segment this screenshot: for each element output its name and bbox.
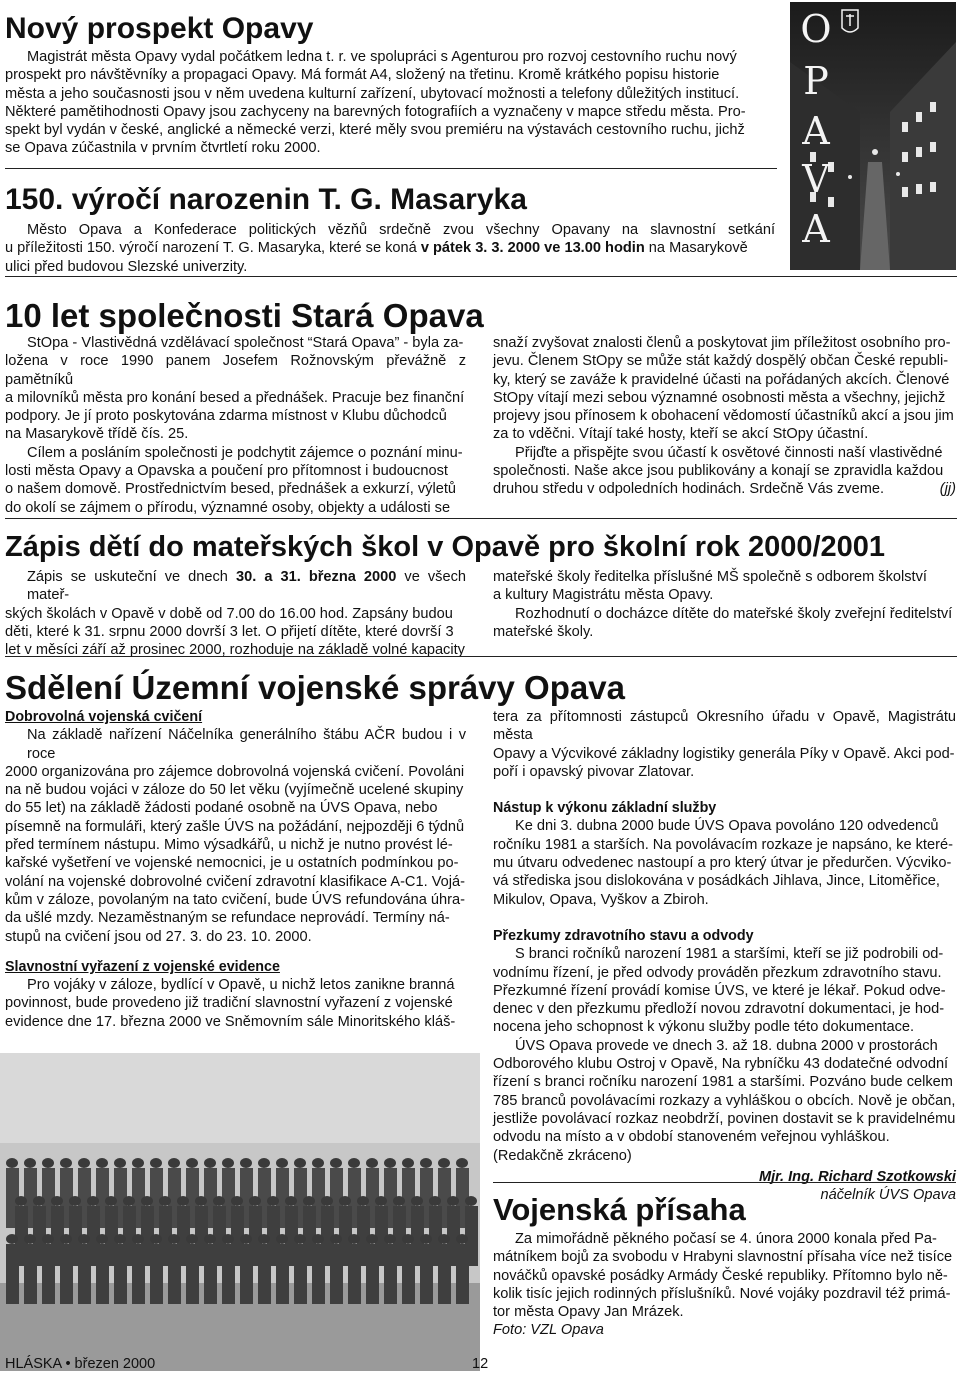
soldier-figure — [285, 1196, 297, 1206]
soldier-figure — [339, 1196, 351, 1206]
logo-letter: V — [802, 157, 830, 201]
soldier-figure — [150, 1244, 163, 1304]
text-line: da ušlé mzdy. Nezaměstnaným se refundace neprovádí. Termíny ná- — [5, 910, 450, 927]
text-line: mátníkem bojů za svobodu v Hrabyni slavnostní přísaha více než tisíce — [493, 1249, 953, 1266]
article-body-prisaha — [493, 1230, 956, 1340]
text-line: snaží zvyšovat znalosti členů a poskytovat jim příležitost osobního pro- — [493, 335, 951, 351]
soldier-figure — [429, 1196, 441, 1206]
soldier-figure — [69, 1196, 81, 1206]
text-line: ky, který se zaváže k pravidelné účasti na pořádaných akcích. Členové — [493, 371, 950, 388]
soldier-figure — [87, 1196, 99, 1206]
text-line: Magistrát města Opavy vydal počátkem ledna t. r. ve spolupráci s Agenturou pro rozvoj cestovního ruchu nový — [27, 49, 737, 65]
text-line: S branci ročníků narození 1981 a staršími, kteří se již podrobili od- — [515, 946, 944, 963]
soldier-figure — [294, 1158, 306, 1168]
soldier-figure — [195, 1196, 207, 1206]
soldier-figure — [366, 1158, 378, 1168]
soldier-figure — [213, 1196, 225, 1206]
text-line: losti města Opavy a Opavska a poučení pro přítomnost i budoucnost — [5, 463, 448, 480]
soldier-figure — [132, 1244, 145, 1304]
soldier-figure — [294, 1234, 306, 1244]
soldier-figure — [168, 1244, 181, 1304]
soldier-figure — [402, 1158, 414, 1168]
soldier-figure — [330, 1158, 342, 1168]
soldier-figure — [276, 1158, 288, 1168]
photo-credit: Foto: VZL Opava — [493, 1322, 604, 1339]
soldier-figure — [42, 1158, 54, 1168]
soldier-figure — [258, 1158, 270, 1168]
text-line: nováčků opavské posádky Armády České republiky. Přítomno bylo ně- — [493, 1267, 948, 1284]
soldier-figure — [42, 1244, 55, 1304]
text-line: za to vděčni. Vítají také hosty, kteří se akcí StOpy účastní. — [493, 426, 869, 443]
soldier-figure — [321, 1196, 333, 1206]
text-line: ložena v roce 1990 panem Josefem Rožnovským převážně z pamětníků — [5, 353, 466, 388]
text-line: ských školách v Opavě v době od 7.00 do 16.00 hod. Zapsány budou — [5, 605, 453, 622]
soldier-figure — [276, 1234, 288, 1244]
soldier-figure — [60, 1234, 72, 1244]
soldier-figure — [240, 1158, 252, 1168]
text-line: kolik tisíc jejich rodinných příslušníků. Nové vojáky pozdravil též primá- — [493, 1285, 951, 1302]
text-line: (Redakčně zkráceno) — [493, 1147, 632, 1164]
signature-role: náčelník ÚVS Opava — [820, 1187, 956, 1204]
text-line: Přijďte a přispějte svou účastí k osvětové činnosti naší vlastivědné — [515, 444, 943, 461]
text-line: ročníku 1981 a starších. Na povolávacím rozkaze je napsáno, ke které- — [493, 836, 953, 853]
soldier-figure — [357, 1196, 369, 1206]
text-line: 2000 organizována pro zájemce dobrovolná vojenská cvičení. Povoláni — [5, 763, 465, 780]
text-line: kům v záloze, povolaným na tato cvičení, bude ÚVS refundována úhra- — [5, 891, 465, 908]
text-line: Cílem a posláním společnosti je podchytit zájemce o poznání minu- — [27, 444, 463, 461]
text-line: prospekt pro návštěvníky a propagaci Opavy. Má formát A4, složený na třetinu. Kromě krátkého popisu historie — [5, 67, 720, 84]
soldier-figure — [438, 1244, 451, 1304]
article-body-uvs-left — [5, 708, 466, 1031]
article-title-prisaha: Vojenská přísaha — [493, 1192, 746, 1227]
soldier-figure — [267, 1196, 279, 1206]
divider — [5, 276, 957, 277]
text-line: 785 branců povolávacími rozkazy a vyhláškou o obcích. Nově je občan, — [493, 1092, 956, 1109]
text-line: Opavy a Výcvikové základny logistiky generála Píky v Opavě. Akci pod- — [493, 745, 955, 762]
text-line: a kultury Magistrátu města Opavy. — [493, 587, 714, 604]
logo-letter: A — [802, 207, 830, 251]
text-line: Zápis se uskuteční ve dnech 30. a 31. března 2000 ve všech mateř- — [27, 569, 467, 604]
divider — [5, 168, 777, 169]
soldier-figure — [42, 1234, 54, 1244]
soldier-figure — [456, 1244, 469, 1304]
text-line: poří i opavský pivovar Zlatovar. — [493, 763, 695, 780]
text-line: spekt byl vydán v české, anglické a německé verzi, které měly svou premiéru na výstavách cestovního ruchu, jichž — [5, 122, 745, 139]
soldier-figure — [186, 1158, 198, 1168]
footer-publication: HLÁSKA • březen 2000 — [5, 1356, 156, 1372]
soldier-figure — [96, 1158, 108, 1168]
text-line: do okolí se zájmem o přírodu, významné osoby, objekty a události se — [5, 499, 451, 516]
text-line: Město Opava a Konfederace politických vězňů srdečně zvou všechny Opavany na slavnostní setkání — [27, 222, 775, 238]
text-line: kařské vyšetření ve vojenské nemocnici, je u ostatních podmínkou po- — [5, 855, 459, 872]
section-heading: Přezkumy zdravotního stavu a odvody — [493, 927, 754, 944]
text-line: na ně budou vojáci v záloze do 50 let věku (vyjímečně ucelené skupiny — [5, 782, 464, 799]
soldier-figure — [312, 1244, 325, 1304]
article-title-stara-opava: 10 let společnosti Stará Opava — [5, 297, 484, 334]
text-line: nocena jeho schopnost k výkonu služby podle této dokumentace. — [493, 1019, 915, 1036]
soldier-figure — [366, 1234, 378, 1244]
soldier-figure — [456, 1234, 468, 1244]
article-body-stara-opava-right — [493, 334, 956, 499]
soldiers-photo — [0, 1053, 480, 1371]
soldier-figure — [384, 1244, 397, 1304]
text-line: mateřské školy. — [493, 623, 594, 640]
text-line: let v měsíci září až prosinec 2000, rozhoduje na základě volné kapacity — [5, 642, 465, 659]
soldier-figure — [186, 1234, 198, 1244]
section-heading: Dobrovolná vojenská cvičení — [5, 709, 203, 725]
enrollment-dates: 30. a 31. března 2000 — [235, 569, 397, 585]
text-line: města a jeho současnosti jsou v něm uvedena kulturní zařízení, ubytovací možnosti a telefony důležitých institucí. — [5, 85, 740, 102]
soldier-figure — [411, 1196, 423, 1206]
text-line: projevy jsou přínosem k obohacení vědomostí účastníků akcí a jsou jim — [493, 408, 954, 425]
soldier-figure — [303, 1196, 315, 1206]
text-line: tor města Opavy Jan Mrázek. — [493, 1304, 684, 1321]
text-line: se Opava zúčastnila v prvním čtvrtletí roku 2000. — [5, 140, 321, 157]
soldier-figure — [114, 1234, 126, 1244]
soldier-figure — [465, 1196, 477, 1206]
soldier-figure — [249, 1196, 261, 1206]
text-line: u příležitosti 150. výročí narození T. G. Masaryka, které se koná v pátek 3. 3. 2000 ve 13.00 hodin na Masarykově — [5, 240, 748, 257]
text-line: podpory. Je jí proto poskytována zdarma místnost v Klubu důchodců — [5, 408, 447, 425]
soldier-figure — [78, 1234, 90, 1244]
text-line: stupů na cvičení jsou od 27. 3. do 23. 10. 2000. — [5, 928, 312, 945]
text-line: volání na vojenské dobrovolné cvičení zdravotní klasifikace A-C1. Vojá- — [5, 873, 465, 890]
soldier-figure — [294, 1244, 307, 1304]
text-line: denec v den přezkumu předloží novou zdravotní dokumentaci, je hod- — [493, 1001, 945, 1018]
text-line: děti, které k 31. srpnu 2000 dovrší 3 let. O přijetí dítěte, které dovrší 3 — [5, 623, 454, 640]
soldier-figure — [240, 1244, 253, 1304]
soldier-figure — [177, 1196, 189, 1206]
soldier-figure — [366, 1244, 379, 1304]
text-line: a milovníků města pro konání besed a přednášek. Pracuje bez finanční — [5, 389, 465, 406]
soldier-figure — [150, 1158, 162, 1168]
article-title-prospekt: Nový prospekt Opavy — [5, 12, 314, 45]
signature-name: Mjr. Ing. Richard Szotkowski — [758, 1168, 956, 1185]
article-body-prospekt — [5, 48, 775, 158]
author-initials: (jj) — [939, 481, 956, 498]
soldier-figure — [6, 1158, 18, 1168]
article-title-masaryk: 150. výročí narozenin T. G. Masaryka — [5, 183, 527, 216]
logo-letter: O — [800, 7, 832, 51]
article-body-zapis-right — [493, 568, 956, 641]
soldier-figure — [447, 1196, 459, 1206]
soldier-figure — [276, 1244, 289, 1304]
page-number: 12 — [472, 1356, 489, 1372]
soldier-figure — [186, 1244, 199, 1304]
soldier-figure — [438, 1158, 450, 1168]
soldier-figure — [132, 1158, 144, 1168]
soldiers-illustration — [0, 1053, 480, 1371]
soldier-figure — [141, 1196, 153, 1206]
soldier-figure — [420, 1158, 432, 1168]
soldier-figure — [6, 1244, 19, 1304]
night-street-illustration — [790, 2, 956, 270]
text-line: mu útvaru odvedenec nastoupí a pro který útvar je předurčen. Výcviko- — [493, 855, 952, 872]
soldier-figure — [114, 1158, 126, 1168]
soldier-figure — [123, 1196, 135, 1206]
soldier-figure — [159, 1196, 171, 1206]
text-line: mateřské školy ředitelka příslušné MŠ společně s odborem školství — [493, 569, 927, 585]
soldier-figure — [402, 1234, 414, 1244]
soldier-figure — [33, 1196, 45, 1206]
text-line: řízení s branci ročníku narození 1981 a staršími. Pozváno bude celkem — [493, 1074, 953, 1091]
text-line: Na základě nařízení Náčelníka generálního štábu AČR budou i v roce — [27, 727, 466, 762]
text-line: StOpa - Vlastivědná vzdělávací společnost “Stará Opava” - byla za- — [27, 335, 464, 351]
text-line: ÚVS Opava provede ve dnech 3. až 18. dubna 2000 v prostorách — [515, 1037, 938, 1054]
soldier-figure — [348, 1244, 361, 1304]
soldier-figure — [330, 1244, 343, 1304]
soldier-figure — [420, 1244, 433, 1304]
text-line: Některé pamětihodnosti Opavy jsou zachyceny na barevných fotografiích a vyznačeny v mapce středu města. Pro- — [5, 103, 746, 120]
text-line: odvodu na místo a v období stanoveném veřejnou vyhláškou. — [493, 1129, 890, 1146]
soldier-figure — [231, 1196, 243, 1206]
soldier-figure — [375, 1196, 387, 1206]
soldier-figure — [222, 1158, 234, 1168]
article-body-zapis-left — [5, 568, 466, 659]
soldier-figure — [150, 1234, 162, 1244]
soldier-figure — [384, 1234, 396, 1244]
soldier-figure — [420, 1234, 432, 1244]
soldier-figure — [222, 1234, 234, 1244]
soldier-figure — [60, 1244, 73, 1304]
soldier-figure — [204, 1234, 216, 1244]
text-line: ulici před budovou Slezské univerzity. — [5, 258, 248, 275]
text-line: Rozhodnutí o docházce dítěte do mateřské školy zveřejní ředitelství — [515, 605, 953, 622]
soldier-figure — [393, 1196, 405, 1206]
text-line: jestliže povolávací rozkaz neobdrží, povinen dostavit se k pravidelnému — [493, 1110, 956, 1127]
soldier-figure — [222, 1244, 235, 1304]
article-body-masaryk — [5, 221, 775, 276]
text-line: Odborového klubu Ostroj v Opavě, Na rybníčku 43 dodatečné odvodní — [493, 1056, 949, 1073]
divider — [493, 1182, 956, 1183]
soldier-figure — [78, 1244, 91, 1304]
divider — [5, 518, 957, 519]
soldier-figure — [24, 1244, 37, 1304]
text-line: povinnost, bude provedeno již tradiční slavnostní vyřazení z vojenské — [5, 995, 453, 1012]
soldier-figure — [15, 1196, 27, 1206]
text-line: společnosti. Naše akce jsou publikovány a konají se zpravidla každou — [493, 463, 944, 480]
text-line: tera za přítomnosti zástupců Okresního úřadu v Opavě, Magistrátu města — [493, 709, 956, 744]
soldier-figure — [96, 1234, 108, 1244]
soldier-figure — [240, 1234, 252, 1244]
soldier-figure — [312, 1158, 324, 1168]
soldier-figure — [330, 1234, 342, 1244]
soldier-figure — [348, 1234, 360, 1244]
soldier-figure — [24, 1158, 36, 1168]
soldier-figure — [204, 1244, 217, 1304]
soldier-figure — [348, 1158, 360, 1168]
logo-letter: P — [803, 59, 829, 103]
text-line: Mikulov, Opava, Vyškov a Zbiroh. — [493, 891, 709, 908]
soldier-figure — [312, 1234, 324, 1244]
soldier-figure — [51, 1196, 63, 1206]
soldier-figure — [105, 1196, 117, 1206]
logo-letter: A — [802, 109, 830, 153]
text-line: o našem domově. Prostřednictvím besed, přednášek a exkurzí, výletů — [5, 481, 457, 498]
section-heading: Nástup k výkonu základní služby — [493, 800, 717, 817]
soldier-figure — [204, 1158, 216, 1168]
divider — [5, 656, 957, 657]
text-line: před termínem nástupu. Mimo výsadkářů, u nichž je nutno provést lé- — [5, 837, 453, 854]
text-line: vodnímu řízení, je před odvody prováděn přezkum zdravotního stavu. — [493, 964, 942, 981]
soldier-figure — [6, 1234, 18, 1244]
text-line: jevu. Členem StOpy se může stát každý dospělý občan České republi- — [493, 353, 949, 370]
text-line: evidence dne 17. března 2000 ve Sněmovním sále Minoritského kláš- — [5, 1013, 456, 1030]
soldier-figure — [168, 1158, 180, 1168]
soldier-figure — [438, 1234, 450, 1244]
text-line: na Masarykově třídě čís. 25. — [5, 426, 189, 443]
soldier-figure — [114, 1244, 127, 1304]
soldier-figure — [384, 1158, 396, 1168]
text-line: druhou středu v odpoledních hodinách. Srdečně Vás zveme. (jj) — [493, 481, 956, 498]
soldier-figure — [96, 1244, 109, 1304]
soldier-figure — [78, 1158, 90, 1168]
text-line: Za mimořádně pěkného počasí se 4. února 2000 konala před Pa- — [515, 1231, 937, 1247]
soldier-figure — [60, 1158, 72, 1168]
text-line: StOpy vítají mezi sebou významné osobnosti města a všechny, jejichž — [493, 389, 946, 406]
article-body-uvs-right — [493, 708, 956, 1204]
soldier-figure — [168, 1234, 180, 1244]
soldier-figure — [456, 1158, 468, 1168]
section-heading: Slavnostní vyřazení z vojenské evidence — [5, 958, 280, 975]
article-body-stara-opava-left — [5, 334, 466, 517]
text-line: písemně na formuláři, který zašle ÚVS na požádání, nejpozději 6 týdnů — [5, 818, 465, 835]
opava-logo-photo — [790, 2, 956, 270]
text-line: Pro vojáky v záloze, bydlící v Opavě, u nichž letos zanikne branná — [27, 977, 455, 994]
soldier-figure — [132, 1234, 144, 1244]
event-date: v pátek 3. 3. 2000 ve 13.00 hodin — [420, 240, 645, 257]
article-title-uvs: Sdělení Územní vojenské správy Opava — [5, 669, 625, 706]
text-line: vá střediska jsou dislokována v posádkách Jihlava, Jince, Litoměřice, — [493, 873, 940, 890]
soldier-figure — [24, 1234, 36, 1244]
text-line: Přezkumné řízení provádí komise ÚVS, ve které je lékař. Pokud odve- — [493, 982, 946, 999]
soldier-figure — [258, 1244, 271, 1304]
text-line: do 55 let) na základě žádosti podané osobně na ÚVS Opava, nebo — [5, 800, 438, 817]
soldier-figure — [402, 1244, 415, 1304]
soldier-figure — [258, 1234, 270, 1244]
article-title-zapis: Zápis dětí do mateřských škol v Opavě pro školní rok 2000/2001 — [5, 531, 886, 563]
text-line: Ke dni 3. dubna 2000 bude ÚVS Opava povoláno 120 odvedenců — [515, 818, 939, 835]
